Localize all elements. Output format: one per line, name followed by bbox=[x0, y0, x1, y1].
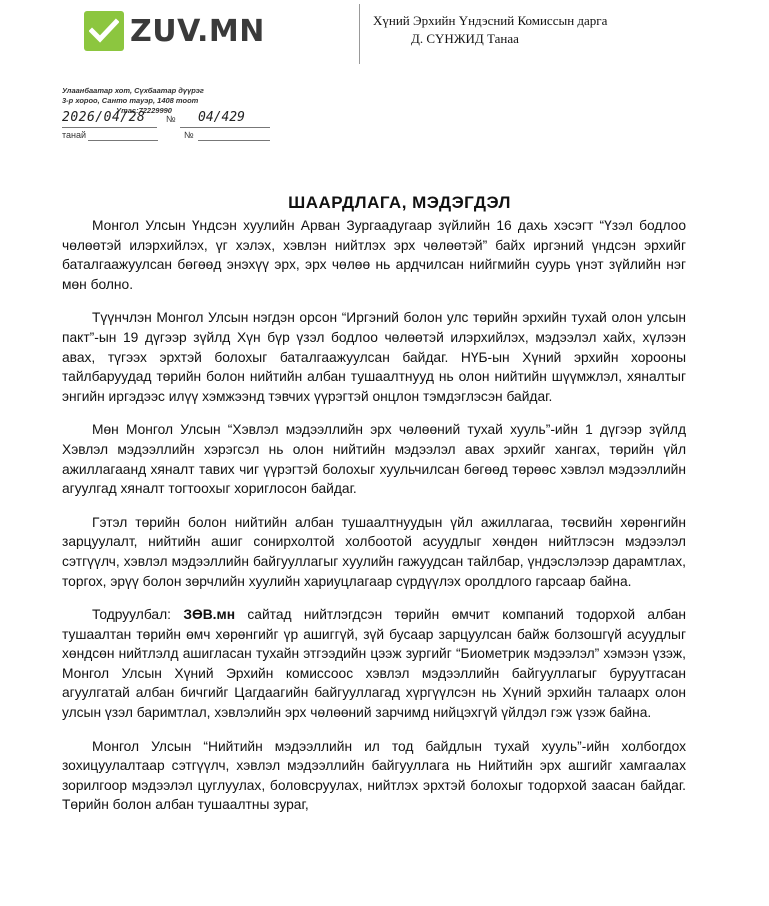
handwritten-number: 04/429 bbox=[198, 110, 245, 125]
recipient-line2: Д. СҮНЖИД Танаа bbox=[411, 31, 519, 46]
paragraph-2: Түүнчлэн Монгол Улсын нэгдэн орсон “Иргэний болон улс төрийн эрхийн тухай олон улсын пакт”-ын 19 дүгээр зүйлд Хүн бүр үзэл бодлоо чөлөөтэй илэрхийлэх, мэдээлэл хайх, хүлээн авах, түгээх эрхтэй болохыг баталгаажуулсан байдаг. НҮБ-ын Хүний эрхийн хорооны тайлбаруудад төрийн болон нийтийн албан тушаалтнууд нь олон нийтийн шүүмжлэл, хяналтыг энгийн иргэдээс илүү хэмжээнд тэвчих үүрэгтэй онцлон тэмдэглэсэн байдаг. bbox=[62, 310, 686, 404]
handwritten-date: 2026/04/28 bbox=[62, 110, 146, 125]
reply-number-label: № bbox=[184, 130, 194, 140]
logo-text: ZUV.MN bbox=[130, 13, 265, 49]
address-line2: 3-р хороо, Санто тауэр, 1408 тоот bbox=[62, 96, 199, 105]
address-line1: Улаанбаатар хот, Сүхбаатар дүүрэг bbox=[62, 86, 204, 95]
reply-number-underline bbox=[198, 140, 270, 141]
paragraph-5-lead: Тодруулбал: bbox=[92, 607, 184, 623]
checkmark-icon bbox=[84, 11, 124, 51]
address-phone: Утас:72229990 bbox=[116, 106, 172, 115]
letter-body bbox=[62, 216, 686, 829]
brand-name: ЗӨВ.мн bbox=[183, 607, 236, 623]
header-divider bbox=[359, 4, 360, 64]
tanai-underline bbox=[88, 140, 158, 141]
recipient-block bbox=[373, 12, 607, 48]
number-underline bbox=[180, 127, 270, 128]
recipient-line1: Хүний Эрхийн Үндэсний Комиссын дарга bbox=[373, 13, 608, 28]
paragraph-5 bbox=[62, 605, 686, 723]
number-label: № bbox=[166, 114, 176, 124]
tanai-label: танай bbox=[62, 130, 87, 140]
paragraph-5-rest: сайтад нийтлэгдсэн төрийн өмчит компаний тодорхой албан тушаалтан төрийн өмч хөрөнгийг үр ашиггүй, зүй бусаар зарцуулсан байж болзошгүй асуудлыг хөндсөн нийтлэлд ашигласан тухайн этгээдийн цээж зургийг “Биометрик мэдээлэл” хэмээн үзэж, Монгол Улсын Хүний Эрхийн комиссоос хэвлэл мэдээллийн байгууллагыг буруутгасан агуулгатай албан бичгийг Цагдаагийн байгууллагад хүргүүлсэн нь Хүний эрхийн талаарх олон улсын үзэл баримтлал, хэвлэлийн эрх чөлөөний зарчимд нийцэхгүй үйлдэл гэж үзэж байна. bbox=[62, 607, 686, 721]
document-title: ШААРДЛАГА, МЭДЭГДЭЛ bbox=[288, 193, 511, 212]
paragraph-6: Монгол Улсын “Нийтийн мэдээллийн ил тод байдлын тухай хууль”-ийн холбогдох зохицуулалтаар сэтгүүлч, хэвлэл мэдээллийн байгууллага нь Нийтийн эрх ашгийг хамгаалах зорилгоор мэдээлэл цуглуулах, боловсруулах, нийтлэх эрхтэй болохыг тодорхой заасан байдаг. Төрийн болон албан тушаалтны зураг, bbox=[62, 738, 686, 813]
date-underline bbox=[62, 127, 157, 128]
paragraph-3: Мөн Монгол Улсын “Хэвлэл мэдээллийн эрх чөлөөний тухай хууль”-ийн 1 дүгээр зүйлд Хэвлэл мэдээллийн хэрэгсэл нь олон нийтийн мэдээлэл авах эрхийг хангах, төрийн үйл ажиллагаанд хяналт тавих чиг үүрэгтэй болохыг хуульчилсан бөгөөд төрөөс хэвлэл мэдээллийн агуулгад хяналт тогтоохыг хориглосон байдаг. bbox=[62, 422, 686, 497]
paragraph-4: Гэтэл төрийн болон нийтийн албан тушаалтнуудын үйл ажиллагаа, төсвийн хөрөнгийн зарцуулалт, нийтийн ашиг сонирхолтой холбоотой асуудлыг хөндөн нийтлэсэн мэдээлэл сэтгүүлч, хэвлэл мэдээллийн байгууллагыг хуулийн гажуудсан тайлбар, үндэслэлээр дарамтлах, торгох, эрүү болон зөрчлийн хуулийн хариуцлагаар сүрдүүлэх оролдлого гарсаар байна. bbox=[62, 514, 686, 589]
paragraph-1: Монгол Улсын Үндсэн хуулийн Арван Зургаадугаар зүйлийн 16 дахь хэсэгт “Үзэл бодлоо чөлөөтэй илэрхийлэх, үг хэлэх, хэвлэн нийтлэх эрх чөлөөтэй” байх иргэний үндсэн эрхийг баталгаажуулсан бөгөөд энэхүү эрх, эрх чөлөө нь ардчилсан нийгмийн суурь үнэт зүйлийн нэг мөн болно. bbox=[62, 218, 686, 292]
zuv-logo bbox=[84, 10, 265, 52]
reply-reference-row bbox=[62, 130, 282, 144]
